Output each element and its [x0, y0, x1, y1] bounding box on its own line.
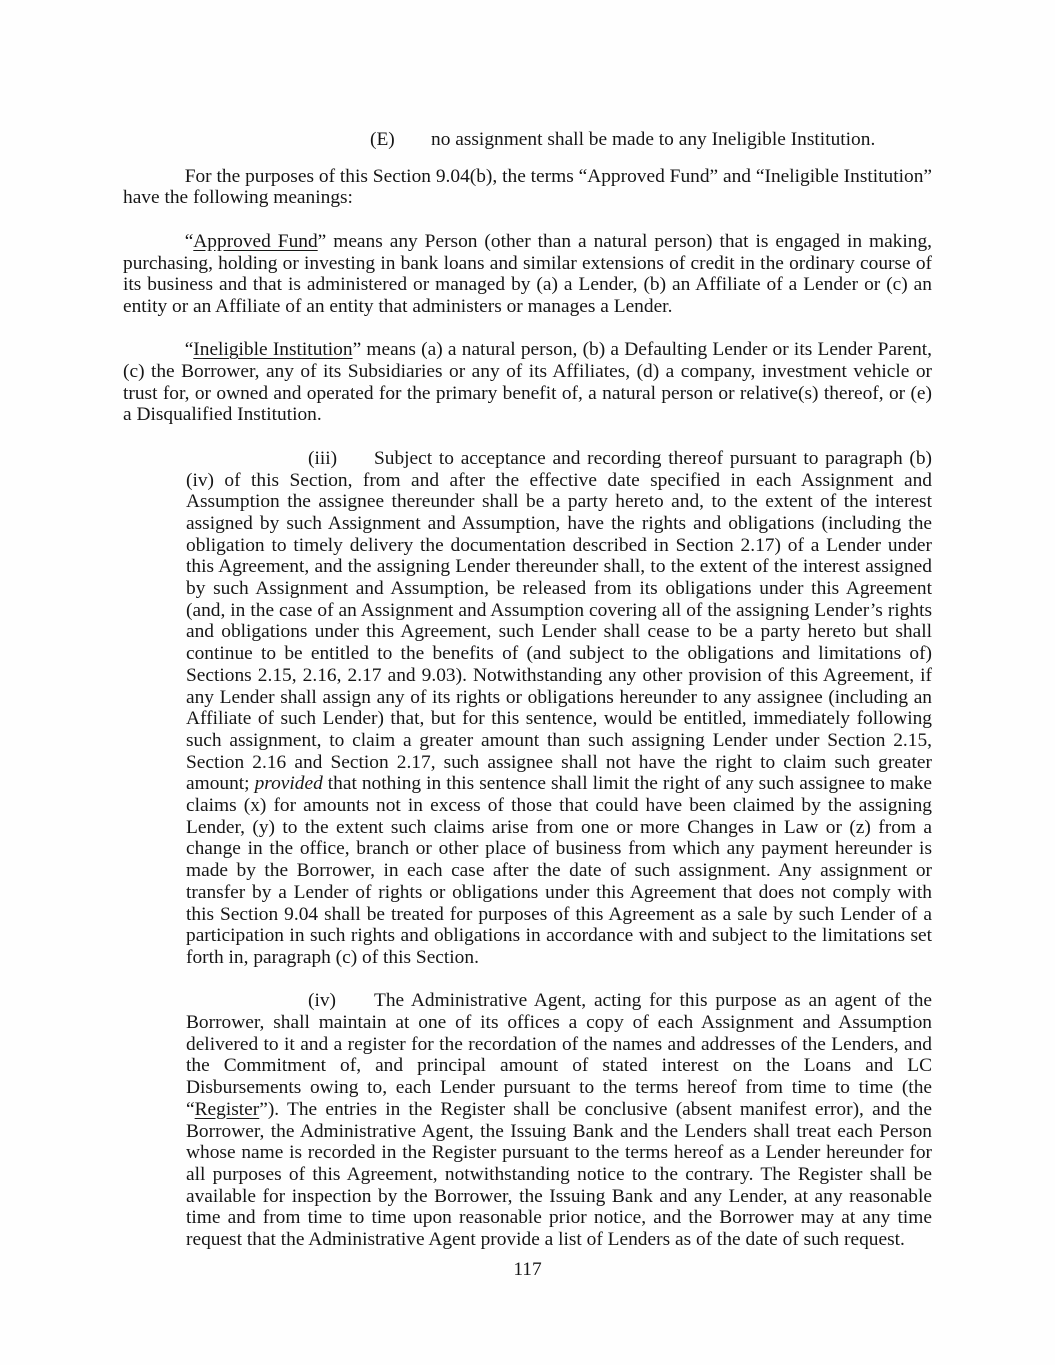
paragraph-purposes-text: For the purposes of this Section 9.04(b), the terms “Approved Fund” and “Ineligible Institution” have the following meanings: [123, 165, 932, 209]
clause-iv-label: (iv) [308, 990, 336, 1012]
clause-iii-text-2: that nothing in this sentence shall limit the right of any such assignee to make claims (x) for amounts not in excess of those that could have been claimed by the assigning Lender, (y) to the extent such claims arise from one or more Changes in Law or (z) from a change in the office, branch or other place of business from which any payment hereunder is made by the Borrower, in each case after the date of such assignment. Any assignment or transfer by a Lender of rights or obligations under this Agreement that does not comply with this Section 9.04 shall be treated for purposes of this Agreement as a sale by such Lender of a participation in such rights and obligations in accordance with and subject to the limitations set forth in, paragraph (c) of this Section. [186, 773, 932, 968]
clause-iv-text-1: The Administrative Agent, acting for this purpose as an agent of the Borrower, shall maintain at one of its offices a copy of each Assignment and Assumption delivered to it and a register for the recordation of the names and addresses of the Lenders, and the Commitment of, and principal amount of stated interest on the Loans and LC Disbursements owing to, each Lender pursuant to the terms hereof from time to time (the “ [186, 990, 932, 1120]
clause-e [123, 129, 932, 151]
clause-iii-label: (iii) [308, 447, 338, 469]
clause-iv-register-term: Register [194, 1098, 260, 1120]
page-number: 117 [513, 1259, 542, 1280]
clause-iii-provided-term: provided [254, 773, 323, 795]
clause-iii-text-1: Subject to acceptance and recording thereof pursuant to paragraph (b)(iv) of this Section, from and after the effective date specified in each Assignment and Assumption the assignee thereunder shall be a party hereto and, to the extent of the interest assigned by such Assignment and Assumption, have the rights and obligations (including the obligation to timely delivery the documentation described in Section 2.17) of a Lender under this Agreement, and the assigning Lender thereunder shall, to the extent of the interest assigned by such Assignment and Assumption, be released from its obligations under this Agreement (and, in the case of an Assignment and Assumption covering all of the assigning Lender’s rights and obligations under this Agreement, such Lender shall cease to be a party hereto but shall continue to be entitled to the benefits of (and subject to the obligations and limitations of) Sections 2.15, 2.16, 2.17 and 9.03). Notwithstanding any other provision of this Agreement, if any Lender shall assign any of its rights or obligations hereunder to any assignee (including an Affiliate of such Lender) that, but for this sentence, would be entitled, immediately following such assignment, to claim a greater amount than such assigning Lender under Section 2.15, Section 2.16 and Section 2.17, such assignee shall not have the right to claim such greater amount; [186, 447, 932, 795]
approved-fund-definition: ” means any Person (other than a natural person) that is engaged in making, purchasing, holding or investing in bank loans and similar extensions of credit in the ordinary course of its business and that is administered or managed by (a) a Lender, (b) an Affiliate of a Lender or (c) an entity or an Affiliate of an entity that administers or manages a Lender. [123, 230, 932, 317]
clause-iv [186, 990, 932, 1250]
ineligible-institution-term: Ineligible Institution [193, 339, 353, 361]
clause-e-label: (E) [370, 129, 395, 150]
approved-fund-term: Approved Fund [193, 230, 318, 252]
ineligible-institution-definition: ” means (a) a natural person, (b) a Defaulting Lender or its Lender Parent, (c) the Borrower, any of its Subsidiaries or any of its Affiliates, (d) a company, investment vehicle or trust for, or owned and operated for the primary benefit of, a natural person or relative(s) thereof, or (e) a Disqualified Institution. [123, 339, 933, 426]
paragraph-approved-fund [123, 231, 932, 318]
ineligible-institution-open-quote: “ [184, 339, 194, 361]
clause-iii [186, 448, 932, 969]
paragraph-purposes [123, 166, 932, 209]
clause-e-text: no assignment shall be made to any Ineligible Institution. [431, 129, 876, 150]
approved-fund-open-quote: “ [184, 230, 194, 252]
paragraph-ineligible-institution [123, 339, 932, 426]
clause-iv-text-2: ”). The entries in the Register shall be conclusive (absent manifest error), and the Borrower, the Administrative Agent, the Issuing Bank and the Lenders shall treat each Person whose name is recorded in the Register pursuant to the terms hereof as a Lender hereunder for all purposes of this Agreement, notwithstanding notice to the contrary. The Register shall be available for inspection by the Borrower, the Issuing Bank and any Lender, at any reasonable time and from time to time upon reasonable prior notice, and the Borrower may at any time request that the Administrative Agent provide a list of Lenders as of the date of such request. [186, 1098, 932, 1251]
